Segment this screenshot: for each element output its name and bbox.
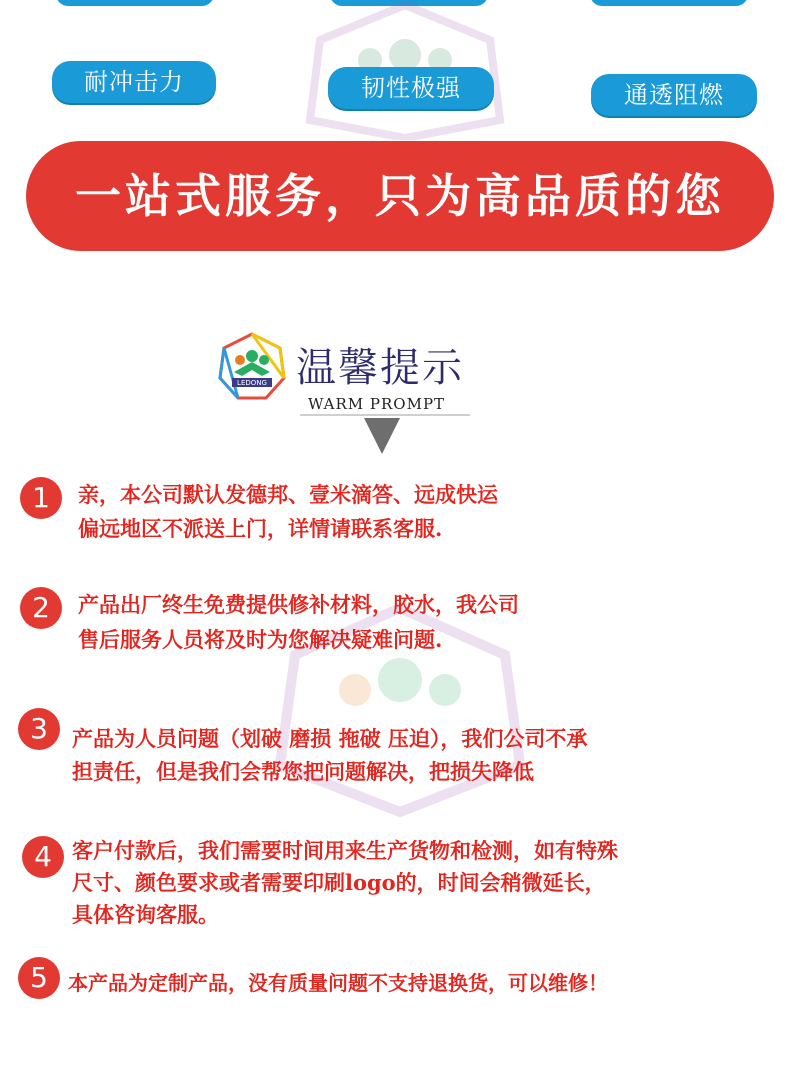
tip-4-line-2: 尺寸、颜色要求或者需要印刷logo的，时间会稍微延长， bbox=[72, 870, 606, 895]
tip-2-line-1: 产品出厂终生免费提供修补材料，胶水，我公司 bbox=[78, 592, 519, 617]
feature-pill-flame: 通透阻燃 bbox=[591, 74, 757, 116]
feature-pill-toughness: 韧性极强 bbox=[328, 67, 494, 109]
tip-number-2: 2 bbox=[20, 587, 62, 629]
tip-number-4: 4 bbox=[22, 836, 64, 878]
tip-3-line-2: 担责任，但是我们会帮您把问题解决，把损失降低 bbox=[72, 759, 534, 784]
tip-number-5: 5 bbox=[18, 957, 60, 999]
divider bbox=[300, 414, 470, 416]
prompt-title: 温馨提示 bbox=[296, 345, 464, 391]
service-banner: 一站式服务，只为高品质的您 bbox=[26, 141, 774, 251]
feature-pill-impact: 耐冲击力 bbox=[52, 61, 216, 103]
ledong-logo-icon bbox=[218, 332, 286, 400]
logo-text: LEDONG bbox=[237, 379, 267, 387]
tip-4-line-1: 客户付款后，我们需要时间用来生产货物和检测，如有特殊 bbox=[72, 838, 618, 863]
tip-4-line-3: 具体咨询客服。 bbox=[72, 902, 219, 927]
tip-number-3: 3 bbox=[18, 708, 60, 750]
feature-pill-top-3 bbox=[590, 0, 748, 6]
tip-number-1: 1 bbox=[20, 477, 62, 519]
tip-1-line-1: 亲，本公司默认发德邦、壹米滴答、远成快运 bbox=[78, 482, 498, 507]
tip-1-line-2: 偏远地区不派送上门，详情请联系客服. bbox=[78, 516, 443, 541]
prompt-subtitle: WARM PROMPT bbox=[308, 395, 446, 413]
tip-3-line-1: 产品为人员问题（划破 磨损 拖破 压迫），我们公司不承 bbox=[72, 726, 588, 751]
down-triangle-icon bbox=[364, 418, 400, 454]
tip-2-line-2: 售后服务人员将及时为您解决疑难问题. bbox=[78, 627, 443, 652]
tip-5-line-1: 本产品为定制产品，没有质量问题不支持退换货，可以维修！ bbox=[68, 971, 608, 995]
feature-pill-top-1 bbox=[56, 0, 214, 6]
